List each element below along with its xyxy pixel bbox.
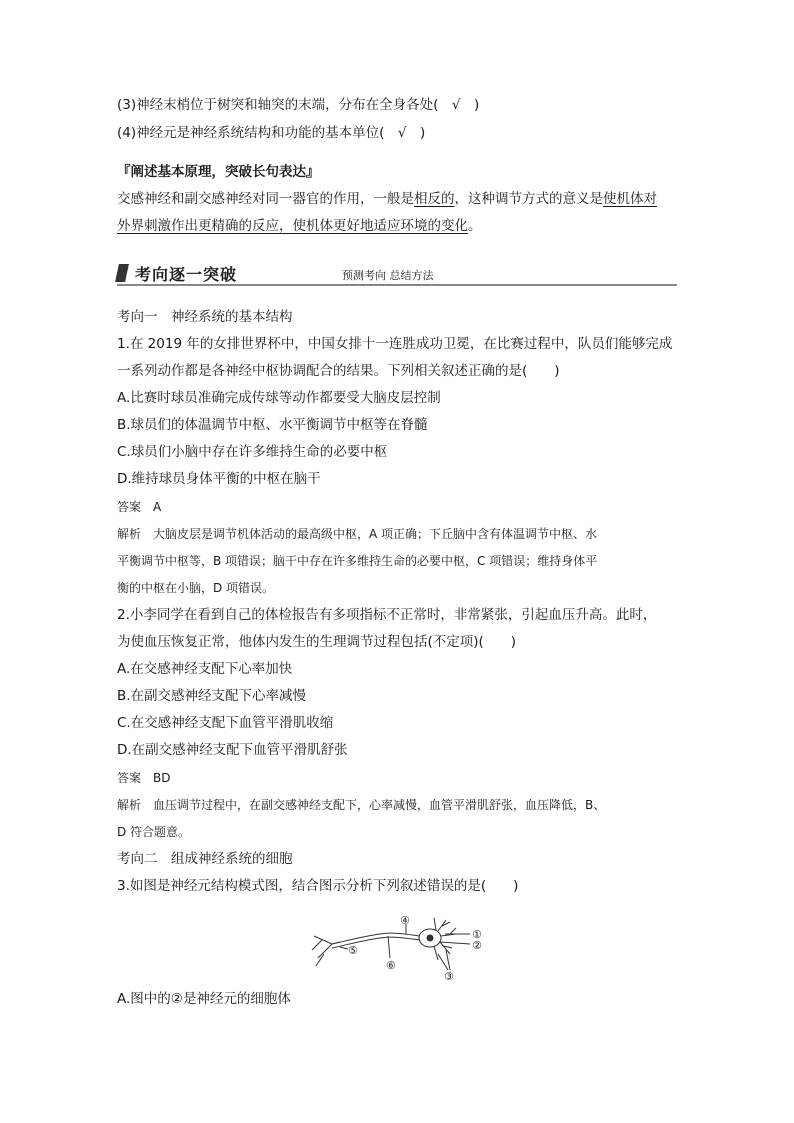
question-2-answer: 答案 BD — [117, 771, 171, 785]
question-2-stem: 为使血压恢复正常，他体内发生的生理调节过程包括(不定项)( ) — [117, 634, 517, 650]
answer-underline: 相反的 — [414, 191, 455, 207]
statement-3: (3)神经末梢位于树突和轴突的末端，分布在全身各处( √ ) — [117, 97, 480, 113]
bracket-title: 『阐述基本原理，突破长句表达』 — [117, 164, 320, 180]
topic-heading-1: 考向一 神经系统的基本结构 — [117, 309, 293, 325]
paragraph-text: 。 — [468, 218, 482, 234]
question-1-stem: 一系列动作都是各神经中枢协调配合的结果。下列相关叙述正确的是( ) — [117, 363, 560, 379]
question-2-stem: 2.小李同学在看到自己的体检报告有多项指标不正常时，非常紧张，引起血压升高。此时， — [117, 607, 657, 623]
paragraph-line-2 — [117, 217, 482, 235]
topic-heading-2: 考向二 组成神经系统的细胞 — [117, 851, 293, 867]
section-subtitle: 预测考向 总结方法 — [342, 269, 434, 282]
section-marker-icon — [115, 264, 129, 282]
question-2-explanation: 解析 血压调节过程中，在副交感神经支配下，心率减慢，血管平滑肌舒张，血压降低，B、 — [117, 798, 606, 812]
paragraph-text: 交感神经和副交感神经对同一器官的作用，一般是 — [117, 191, 414, 207]
question-1-explanation: 衡的中枢在小脑，D 项错误。 — [117, 581, 275, 595]
question-3-stem: 3.如图是神经元结构模式图，结合图示分析下列叙述错误的是( ) — [117, 878, 519, 894]
section-header — [117, 262, 677, 284]
question-1-option-c: C.球员们小脑中存在许多维持生命的必要中枢 — [117, 444, 388, 460]
question-2-option-d: D.在副交感神经支配下血管平滑肌舒张 — [117, 742, 348, 758]
question-3-option-a: A.图中的②是神经元的细胞体 — [117, 991, 291, 1007]
section-title: 考向逐一突破 — [135, 265, 238, 284]
question-1-option-a: A.比赛时球员准确完成传球等动作都要受大脑皮层控制 — [117, 390, 441, 406]
label-3: ③ — [444, 970, 454, 983]
answer-underline: 外界刺激作出更精确的反应，使机体更好地适应环境的变化 — [117, 218, 468, 234]
question-1-explanation: 平衡调节中枢等，B 项错误；脑干中存在许多维持生命的必要中枢，C 项错误；维持身体平 — [117, 554, 598, 568]
label-4: ④ — [400, 914, 410, 927]
label-2: ② — [472, 939, 482, 952]
question-1-option-d: D.维持球员身体平衡的中枢在脑干 — [117, 471, 321, 487]
label-5: ⑤ — [348, 944, 358, 957]
question-2-option-b: B.在副交感神经支配下心率减慢 — [117, 688, 307, 704]
statement-4: (4)神经元是神经系统结构和功能的基本单位( √ ) — [117, 125, 426, 141]
label-1: ① — [472, 928, 482, 941]
question-1-option-b: B.球员们的体温调节中枢、水平衡调节中枢等在脊髓 — [117, 417, 428, 433]
question-2-explanation: D 符合题意。 — [117, 825, 191, 839]
section-divider — [117, 284, 677, 286]
answer-underline: 使机体对 — [603, 191, 657, 207]
paragraph-text: ，这种调节方式的意义是 — [454, 191, 603, 207]
question-1-answer: 答案 A — [117, 500, 162, 514]
question-2-option-a: A.在交感神经支配下心率加快 — [117, 661, 293, 677]
question-2-option-c: C.在交感神经支配下血管平滑肌收缩 — [117, 715, 334, 731]
question-1-explanation: 解析 大脑皮层是调节机体活动的最高级中枢，A 项正确；下丘脑中含有体温调节中枢、水 — [117, 527, 598, 541]
label-6: ⑥ — [386, 959, 396, 972]
question-1-stem: 1.在 2019 年的女排世界杯中，中国女排十一连胜成功卫冕，在比赛过程中，队员们能够完成 — [117, 336, 673, 352]
paragraph-line-1 — [117, 190, 657, 208]
neuron-diagram — [310, 914, 500, 986]
